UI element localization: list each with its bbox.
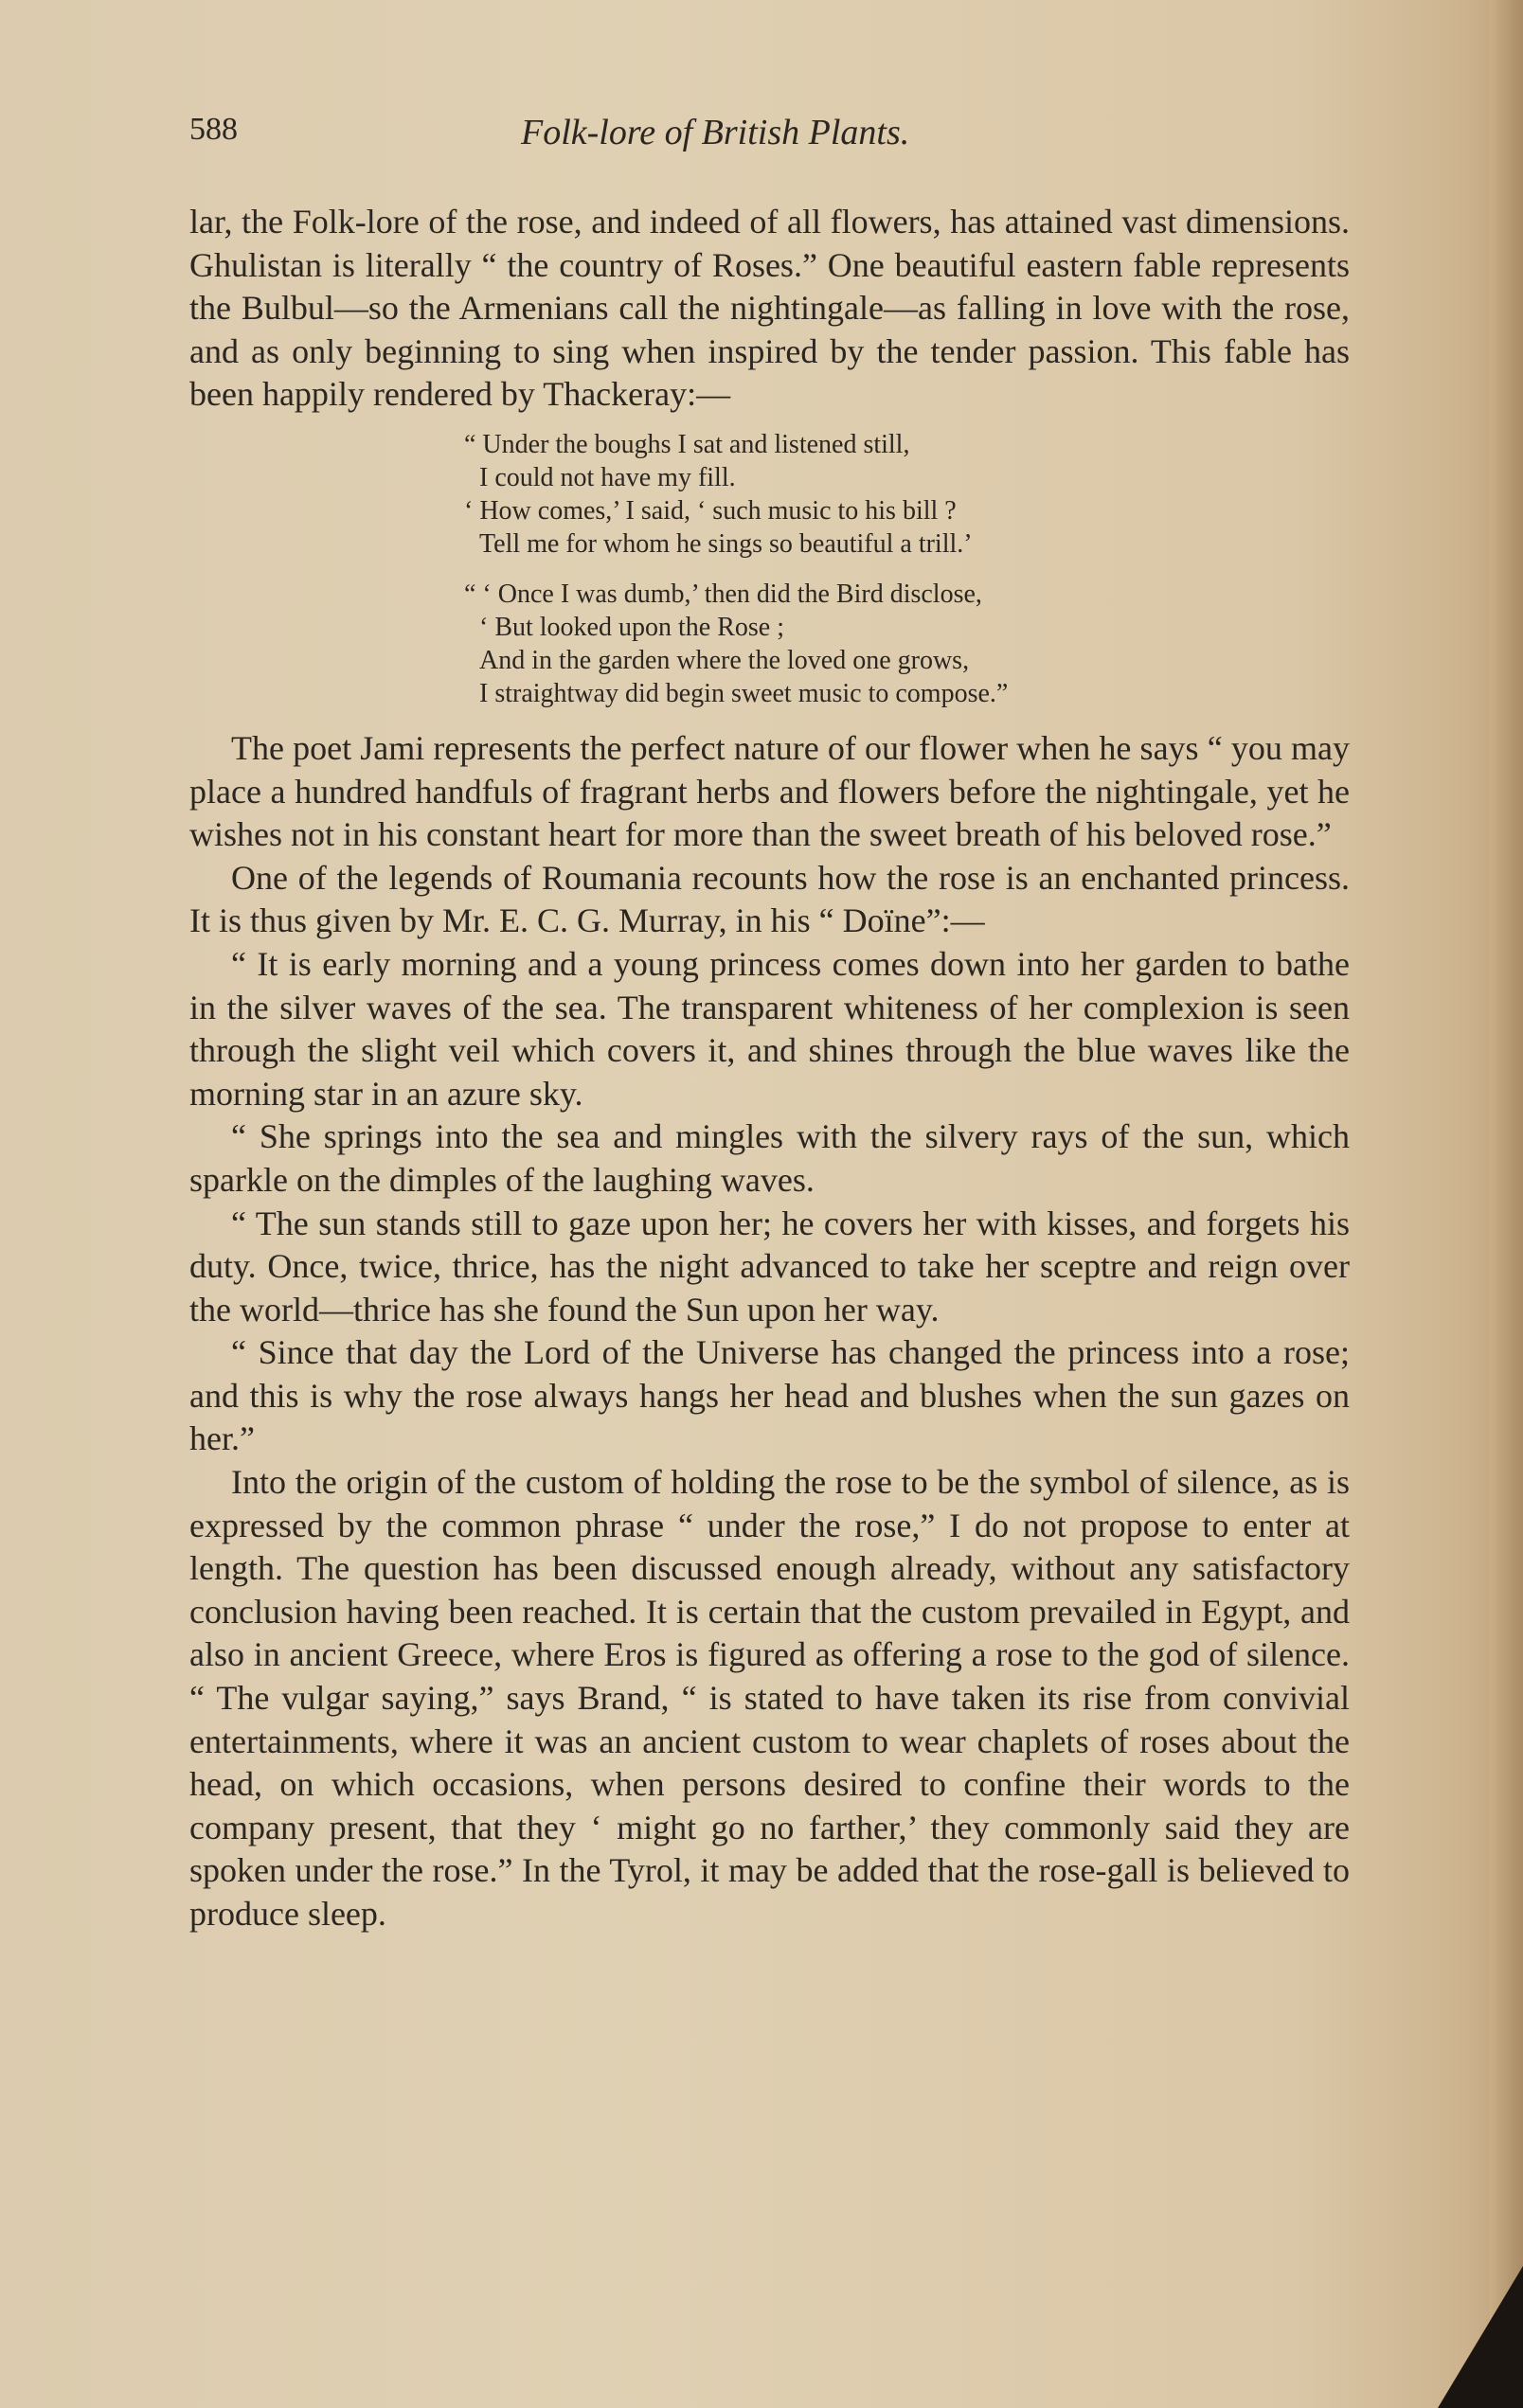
paragraph: “ Since that day the Lord of the Universe has changed the princess into a rose; and this is why the rose always hangs her head and blushes when the sun gazes on her.” — [189, 1333, 1350, 1458]
paragraph: “ The sun stands still to gaze upon her; he covers her with kisses, and forgets his duty. Once, twice, thrice, has the night advanced to take her sceptre and reign over the world—thrice has she found the Sun upon her way. — [189, 1204, 1350, 1329]
page-header — [189, 112, 1345, 169]
paragraph: lar, the Folk-lore of the rose, and indeed of all flowers, has attained vast dimensions. Ghulistan is literally “ the country of Roses.” One beautiful eastern fable represents the Bulbul—so the Armenians call the nightingale—as falling in love with the rose, and as only beginning to sing when inspired by the tender passion. This fable has been happily rendered by Thackeray:— — [189, 203, 1350, 414]
paragraph: “ She springs into the sea and mingles with the silvery rays of the sun, which sparkle on the dimples of the laughing waves. — [189, 1117, 1350, 1199]
verse-line: And in the garden where the loved one grows, — [479, 645, 970, 675]
dark-corner — [1438, 2266, 1523, 2408]
verse-line: I could not have my fill. — [479, 462, 736, 492]
verse-line: “ ‘ Once I was dumb,’ then did the Bird disclose, — [464, 579, 982, 609]
paragraph: One of the legends of Roumania recounts how the rose is an enchanted princess. It is thus given by Mr. E. C. G. Murray, in his “ Doïne”:— — [189, 858, 1350, 940]
running-title: Folk-lore of British Plants. — [521, 113, 910, 152]
paragraph: “ It is early morning and a young princess comes down into her garden to bathe in the silver waves of the sea. The transparent whiteness of her complexion is seen through the slight veil which covers it, and shines through the blue waves like the morning star in an azure sky. — [189, 944, 1350, 1113]
verse-quotation — [464, 428, 1350, 710]
verse-line: ‘ But looked upon the Rose ; — [479, 612, 784, 642]
verse-stanza — [464, 428, 1350, 561]
verse-line: I straightway did begin sweet music to compose.” — [479, 678, 1009, 708]
page-number: 588 — [189, 112, 238, 147]
body-text — [189, 201, 1350, 1936]
paragraph: Into the origin of the custom of holding the rose to be the symbol of silence, as is expressed by the common phrase “ under the rose,” I do not propose to enter at length. The question has been discussed enough already, without any satisfactory conclusion having been reached. It is certain that the custom prevailed in Egypt, and also in ancient Greece, where Eros is figured as offering a rose to the god of silence. “ The vulgar saying,” says Brand, “ is stated to have taken its rise from convivial entertainments, where it was an ancient custom to wear chaplets of roses about the head, on which occasions, when persons desired to confine their words to the company present, that they ‘ might go no farther,’ they commonly said they are spoken under the rose.” In the Tyrol, it may be added that the rose-gall is believed to produce sleep. — [189, 1463, 1350, 1933]
page-edge — [1489, 0, 1523, 2408]
verse-line: Tell me for whom he sings so beautiful a trill.’ — [479, 528, 973, 559]
verse-stanza — [464, 578, 1350, 710]
verse-line: “ Under the boughs I sat and listened still, — [464, 429, 910, 459]
verse-line: ‘ How comes,’ I said, ‘ such music to his bill ? — [464, 495, 957, 526]
paragraph: The poet Jami represents the perfect nature of our flower when he says “ you may place a hundred handfuls of fragrant herbs and flowers before the nightingale, yet he wishes not in his constant heart for more than the sweet breath of his beloved rose.” — [189, 728, 1350, 854]
